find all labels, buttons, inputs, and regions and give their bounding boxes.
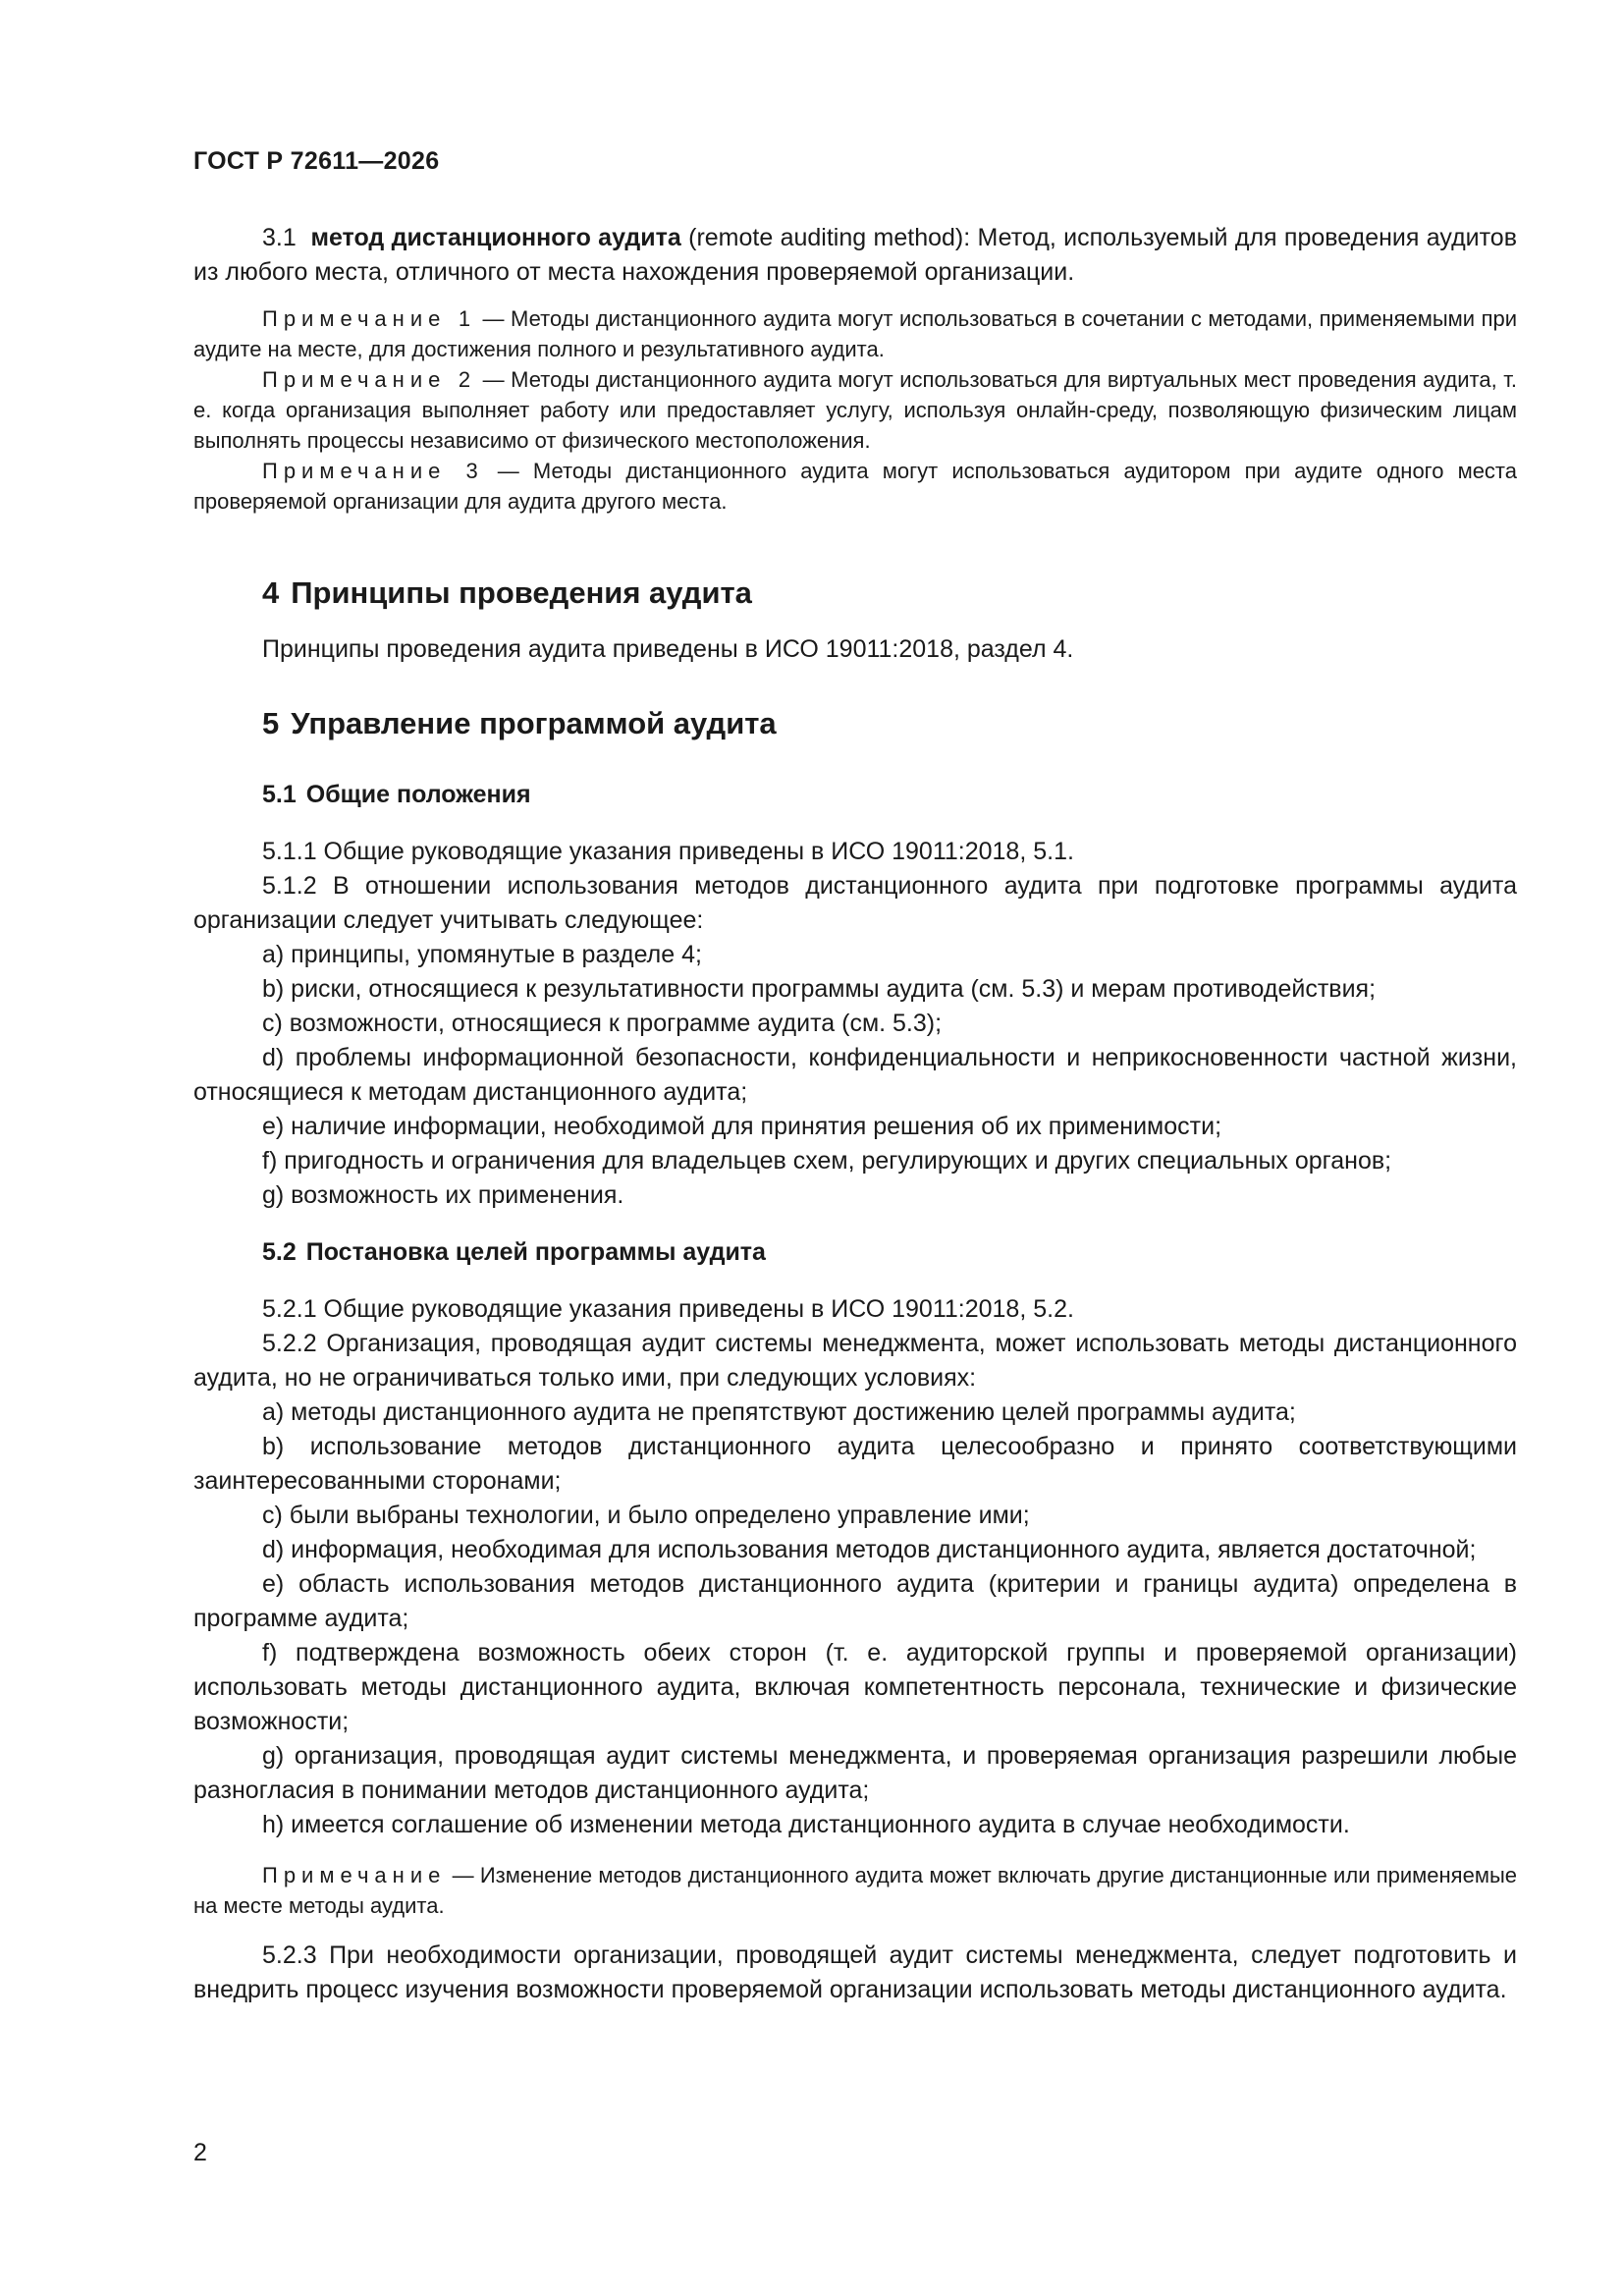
list-item: f) пригодность и ограничения для владельцев схем, регулирующих и других специальных органов;: [262, 1147, 1392, 1175]
list-item: g) организация, проводящая аудит системы менеджмента, и проверяемая организация разрешили любые разногласия в понимании методов дистанционного аудита;: [193, 1742, 1517, 1804]
list-item: d) проблемы информационной безопасности, конфиденциальности и неприкосновенности частной жизни, относящиеся к методам дистанционного аудита;: [193, 1044, 1517, 1106]
note-label: Примечание 2: [262, 367, 477, 392]
list-item: h) имеется соглашение об изменении метода дистанционного аудита в случае необходимости.: [262, 1811, 1350, 1838]
list-item: b) использование методов дистанционного аудита целесообразно и принято соответствующими заинтересованными сторонами;: [193, 1433, 1517, 1495]
section-4-heading: [193, 575, 1517, 611]
definition-3-1: [193, 221, 1517, 290]
note-text: — Методы дистанционного аудита могут использоваться для виртуальных мест проведения аудита, т. е. когда организация выполняет работу или предоставляет услугу, используя онлайн-среду, позволяющую физическим лицам выполнять процессы независимо от физического местоположения.: [193, 367, 1518, 453]
document-page: [193, 147, 1517, 2007]
note-1: [193, 303, 1517, 364]
paragraph-5-2-1: 5.2.1 Общие руководящие указания приведены в ИСО 19011:2018, 5.2.: [262, 1295, 1074, 1323]
section-number: 4: [262, 575, 280, 610]
section-4-text: Принципы проведения аудита приведены в ИСО 19011:2018, раздел 4.: [262, 635, 1074, 663]
list-item: e) наличие информации, необходимой для принятия решения об их применимости;: [262, 1113, 1222, 1140]
definition-notes: [193, 303, 1517, 517]
section-title: Принципы проведения аудита: [291, 575, 752, 610]
note-label: Примечание 1: [262, 306, 477, 331]
note-2: [193, 364, 1517, 456]
note-3: [193, 456, 1517, 517]
subsection-number: 5.1: [262, 781, 297, 808]
section-5-heading: [193, 706, 1517, 741]
subsection-title: Постановка целей программы аудита: [305, 1238, 766, 1266]
note-text: — Изменение методов дистанционного аудита может включать другие дистанционные или применяемые на месте методы аудита.: [193, 1863, 1517, 1918]
list-item: a) принципы, упомянутые в разделе 4;: [262, 941, 702, 968]
paragraph-5-2-2: 5.2.2 Организация, проводящая аудит системы менеджмента, может использовать методы дистанционного аудита, но не ограничиваться только ими, при следующих условиях:: [193, 1330, 1517, 1392]
standard-header: ГОСТ Р 72611—2026: [193, 147, 440, 175]
list-item: e) область использования методов дистанционного аудита (критерии и границы аудита) определена в программе аудита;: [193, 1570, 1517, 1632]
definition-term: метод дистанционного аудита: [310, 224, 681, 251]
definition-text: (remote auditing method): Метод, используемый для проведения аудитов из любого места, отличного от места нахождения проверяемой организации.: [193, 224, 1517, 286]
subsection-title: Общие положения: [305, 781, 531, 808]
paragraph-5-2-3: 5.2.3 При необходимости организации, проводящей аудит системы менеджмента, следует подготовить и внедрить процесс изучения возможности проверяемой организации использовать методы дистанционного аудита.: [193, 1941, 1517, 2003]
list-item: f) подтверждена возможность обеих сторон (т. е. аудиторской группы и проверяемой организации) использовать методы дистанционного аудита, включая компетентность персонала, технические и физические возможности;: [193, 1639, 1517, 1735]
page-number: 2: [193, 2139, 207, 2166]
section-number: 5: [262, 706, 280, 740]
note-5-2: [193, 1860, 1517, 1921]
list-item: a) методы дистанционного аудита не препятствуют достижению целей программы аудита;: [262, 1398, 1296, 1426]
note-text: — Методы дистанционного аудита могут использоваться аудитором при аудите одного места проверяемой организации для аудита другого места.: [193, 459, 1517, 514]
paragraph-5-1-1: 5.1.1 Общие руководящие указания приведены в ИСО 19011:2018, 5.1.: [262, 838, 1074, 865]
paragraph-5-1-2: 5.1.2 В отношении использования методов дистанционного аудита при подготовке программы аудита организации следует учитывать следующее:: [193, 872, 1517, 934]
list-item: c) были выбраны технологии, и было определено управление ими;: [262, 1502, 1030, 1529]
subsection-5-2-heading: [193, 1238, 1517, 1267]
note-text: — Методы дистанционного аудита могут использоваться в сочетании с методами, применяемыми при аудите на месте, для достижения полного и результативного аудита.: [193, 306, 1518, 361]
list-item: b) риски, относящиеся к результативности программы аудита (см. 5.3) и мерам противодействия;: [262, 975, 1377, 1003]
subsection-number: 5.2: [262, 1238, 297, 1266]
section-title: Управление программой аудита: [291, 706, 777, 740]
note-label: Примечание: [262, 1863, 447, 1887]
list-item: d) информация, необходимая для использования методов дистанционного аудита, является достаточной;: [262, 1536, 1477, 1563]
subsection-5-1-heading: [193, 781, 1517, 809]
note-label: Примечание 3: [262, 459, 484, 483]
list-item: c) возможности, относящиеся к программе аудита (см. 5.3);: [262, 1010, 943, 1037]
definition-number: 3.1: [262, 224, 297, 251]
list-item: g) возможность их применения.: [262, 1181, 624, 1209]
